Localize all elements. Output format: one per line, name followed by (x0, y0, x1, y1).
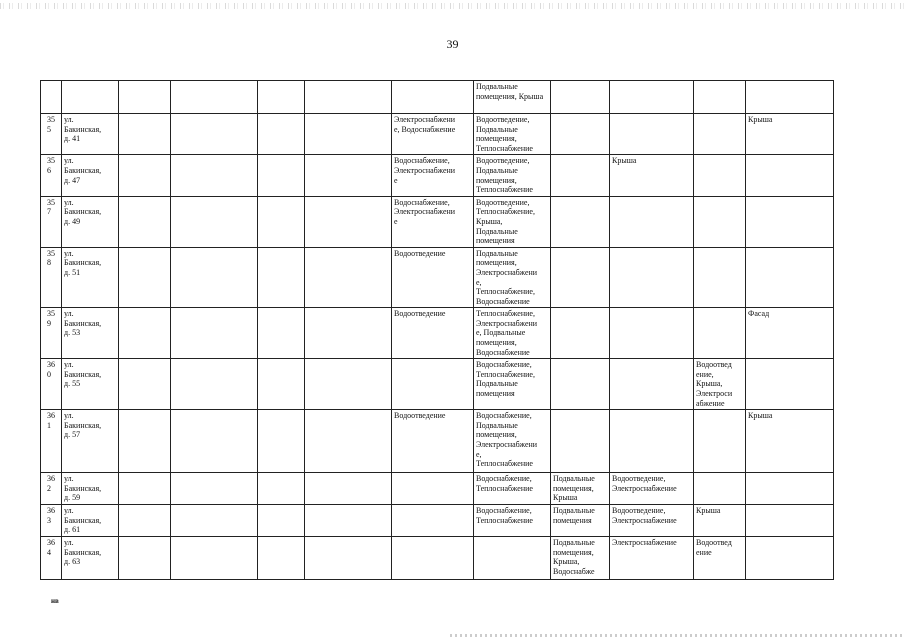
table-cell-c8 (610, 359, 694, 410)
table-cell-c5 (392, 505, 474, 537)
table-cell-c2 (171, 505, 258, 537)
table-cell-addr: ул. Бакинская, д. 49 (62, 196, 119, 247)
table-cell-c2 (171, 410, 258, 473)
table-cell-addr: ул. Бакинская, д. 47 (62, 155, 119, 196)
table-cell-c1 (119, 410, 171, 473)
table-cell-c6: Водоснабжение, Подвальные помещения, Электроснабжени е, Теплоснабжение (474, 410, 551, 473)
scan-artifact-top (0, 3, 905, 9)
table-cell-c5: Водоотведение (392, 410, 474, 473)
table-cell-c9: Водоотвед ение (694, 537, 746, 580)
table-cell-c2 (171, 537, 258, 580)
table-row (41, 537, 834, 580)
table-cell-c3 (258, 196, 305, 247)
table-cell-c10 (746, 505, 834, 537)
table-cell-c4 (305, 359, 392, 410)
table-cell-c8 (610, 114, 694, 155)
table-cell-c1 (119, 196, 171, 247)
table-cell-c8 (610, 247, 694, 308)
table-cell-c10: Крыша (746, 114, 834, 155)
table-cell-c7 (551, 81, 610, 114)
table-cell-c10 (746, 247, 834, 308)
table-cell-c8 (610, 308, 694, 359)
table-cell-addr: ул. Бакинская, д. 61 (62, 505, 119, 537)
table-row (41, 81, 834, 114)
table-cell-c10 (746, 196, 834, 247)
table-cell-c7 (551, 308, 610, 359)
table-cell-c4 (305, 114, 392, 155)
table-cell-c2 (171, 114, 258, 155)
table-cell-num: 35 8 (41, 247, 62, 308)
table-cell-num: 35 7 (41, 196, 62, 247)
table-cell-c3 (258, 359, 305, 410)
table-cell-c1 (119, 114, 171, 155)
table-cell-c5: Водоотведение (392, 308, 474, 359)
table-cell-num: 35 5 (41, 114, 62, 155)
table-cell-c5: Электроснабжени е, Водоснабжение (392, 114, 474, 155)
table-cell-c5 (392, 81, 474, 114)
table-cell-c6: Водоотведение, Подвальные помещения, Теплоснабжение (474, 155, 551, 196)
table-cell-addr (62, 81, 119, 114)
table-cell-c1 (119, 537, 171, 580)
table-cell-c5 (392, 473, 474, 505)
table-cell-c5: Водоснабжение, Электроснабжени е (392, 196, 474, 247)
table-cell-c5 (392, 537, 474, 580)
table-cell-c4 (305, 410, 392, 473)
table-cell-c1 (119, 359, 171, 410)
table-row (41, 155, 834, 196)
table-cell-addr: ул. Бакинская, д. 53 (62, 308, 119, 359)
table-cell-c6: Теплоснабжение, Электроснабжени е, Подвальные помещения, Водоснабжение (474, 308, 551, 359)
table-cell-c1 (119, 505, 171, 537)
table-cell-c8: Крыша (610, 155, 694, 196)
table-cell-c5: Водоснабжение, Электроснабжени е (392, 155, 474, 196)
table-cell-c9 (694, 81, 746, 114)
table-row (41, 114, 834, 155)
table-cell-c10 (746, 359, 834, 410)
table-cell-c7 (551, 114, 610, 155)
table-row (41, 473, 834, 505)
table-cell-c10: Фасад (746, 308, 834, 359)
table-cell-c8 (610, 81, 694, 114)
table-cell-c6: Водоснабжение, Теплоснабжение (474, 505, 551, 537)
table-cell-c1 (119, 247, 171, 308)
table-cell-c3 (258, 473, 305, 505)
table-cell-c3 (258, 155, 305, 196)
table-row (41, 359, 834, 410)
table-cell-addr: ул. Бакинская, д. 57 (62, 410, 119, 473)
table-row (41, 308, 834, 359)
table-cell-c10 (746, 473, 834, 505)
table-cell-c6: Подвальные помещения, Электроснабжени е, Теплоснабжение, Водоснабжение (474, 247, 551, 308)
table-cell-c2 (171, 81, 258, 114)
table-cell-c7: Подвальные помещения (551, 505, 610, 537)
table-cell-c7 (551, 196, 610, 247)
table-cell-c1 (119, 308, 171, 359)
table-cell-c4 (305, 505, 392, 537)
table-row (41, 410, 834, 473)
table-cell-c9 (694, 410, 746, 473)
table-cell-c9: Крыша (694, 505, 746, 537)
table-cell-c2 (171, 359, 258, 410)
table-cell-c4 (305, 155, 392, 196)
table-cell-c5: Водоотведение (392, 247, 474, 308)
table-cell-c8: Водоотведение, Электроснабжение (610, 473, 694, 505)
table-cell-c2 (171, 473, 258, 505)
table-cell-c3 (258, 114, 305, 155)
table-cell-num: 35 9 (41, 308, 62, 359)
table-cell-c9 (694, 473, 746, 505)
table-cell-c3 (258, 537, 305, 580)
table-cell-c4 (305, 473, 392, 505)
table-cell-c8: Электроснабжение (610, 537, 694, 580)
table-cell-num: 36 4 (41, 537, 62, 580)
table-cell-c10 (746, 155, 834, 196)
table-cell-c2 (171, 247, 258, 308)
table-cell-addr: ул. Бакинская, д. 55 (62, 359, 119, 410)
table-row (41, 247, 834, 308)
table-cell-c4 (305, 308, 392, 359)
table-cell-c9 (694, 155, 746, 196)
page-number: 39 (446, 37, 459, 51)
table-cell-num: 36 0 (41, 359, 62, 410)
table-cell-c6 (474, 537, 551, 580)
table-cell-c6: Водоснабжение, Теплоснабжение, Подвальные помещения (474, 359, 551, 410)
table-cell-addr: ул. Бакинская, д. 63 (62, 537, 119, 580)
table-cell-c10 (746, 537, 834, 580)
table-row (41, 505, 834, 537)
table-cell-c1 (119, 473, 171, 505)
table-cell-c4 (305, 81, 392, 114)
table-cell-c7 (551, 247, 610, 308)
table-cell-num: 36 3 (41, 505, 62, 537)
table-cell-c2 (171, 196, 258, 247)
table-cell-c8 (610, 410, 694, 473)
table-cell-num: 36 2 (41, 473, 62, 505)
table-cell-c6: Подвальные помещения, Крыша (474, 81, 551, 114)
table-cell-c7: Подвальные помещения, Крыша, Водоснабже (551, 537, 610, 580)
table-cell-c9 (694, 308, 746, 359)
table-cell-c4 (305, 196, 392, 247)
table-cell-c3 (258, 308, 305, 359)
table-cell-c2 (171, 308, 258, 359)
table-cell-c1 (119, 81, 171, 114)
table-cell-addr: ул. Бакинская, д. 51 (62, 247, 119, 308)
table-cell-c6: Водоснабжение, Теплоснабжение (474, 473, 551, 505)
schedule-table (40, 80, 834, 580)
table-cell-addr: ул. Бакинская, д. 59 (62, 473, 119, 505)
table-cell-c9 (694, 196, 746, 247)
table-cell-c10: Крыша (746, 410, 834, 473)
table-row (41, 196, 834, 247)
table-cell-c9 (694, 114, 746, 155)
table-cell-c6: Водоотведение, Подвальные помещения, Теплоснабжение (474, 114, 551, 155)
table-cell-num: 36 1 (41, 410, 62, 473)
table-cell-c5 (392, 359, 474, 410)
table-cell-c8: Водоотведение, Электроснабжение (610, 505, 694, 537)
table-cell-num: 35 6 (41, 155, 62, 196)
scan-artifact-bottom (450, 634, 905, 637)
table-cell-c10 (746, 81, 834, 114)
table-cell-c1 (119, 155, 171, 196)
table-cell-c3 (258, 247, 305, 308)
table-cell-c7 (551, 155, 610, 196)
table-cell-c3 (258, 410, 305, 473)
table-cell-c8 (610, 196, 694, 247)
table-cell-c7 (551, 410, 610, 473)
table-cell-c6: Водоотведение, Теплоснабжение, Крыша, Подвальные помещения (474, 196, 551, 247)
table-cell-c4 (305, 537, 392, 580)
table-cell-c7 (551, 359, 610, 410)
table-cell-c3 (258, 81, 305, 114)
footer-note: нв (51, 597, 59, 605)
table-cell-num (41, 81, 62, 114)
table-cell-c9: Водоотвед ение, Крыша, Электроси абжение (694, 359, 746, 410)
table-cell-c3 (258, 505, 305, 537)
table-cell-c9 (694, 247, 746, 308)
table-cell-addr: ул. Бакинская, д. 41 (62, 114, 119, 155)
table-cell-c2 (171, 155, 258, 196)
table-cell-c4 (305, 247, 392, 308)
table-cell-c7: Подвальные помещения, Крыша (551, 473, 610, 505)
